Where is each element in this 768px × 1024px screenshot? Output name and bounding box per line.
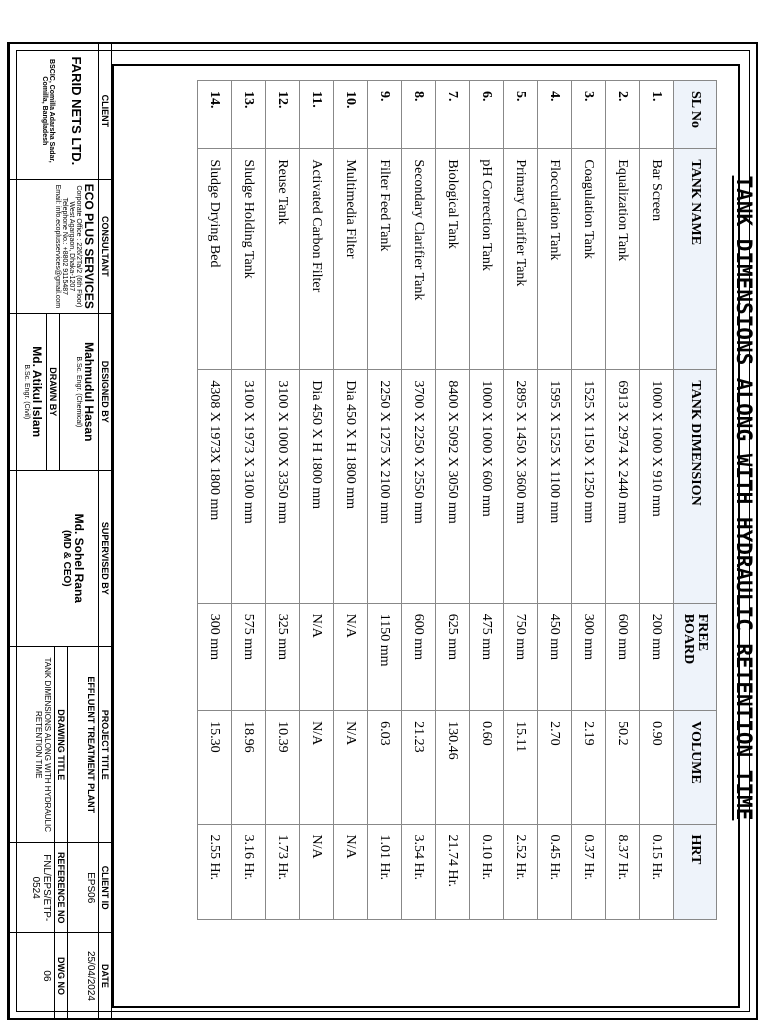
designer-cell (8, 313, 112, 470)
tank-dimension-cell: 2250 X 1275 X 2100 mm (368, 370, 402, 603)
tank-name-cell: Equalization Tank (606, 149, 640, 370)
drawn-heading: DRAWN BY (46, 314, 58, 470)
project-cell (8, 647, 112, 843)
hrt-cell: 1.73 Hr. (266, 824, 300, 919)
tank-dimension-cell: 1000 X 1000 X 910 mm (640, 370, 674, 603)
drawing-title-value: TANK DIMENSIONS ALONG WITH HYDRAULIC RETENTION TIME (34, 657, 52, 833)
consultant-line4: Email: info.ecoplusservices@gmail.com (54, 184, 61, 309)
table-row (368, 81, 402, 920)
header-tank-dimension: TANK DIMENSION (674, 370, 717, 603)
client-name: FARID NETS LTD. (69, 56, 84, 166)
header-volume: VOLUME (674, 711, 717, 824)
sl-no-cell: 10. (334, 81, 368, 149)
volume-cell: 21.23 (402, 711, 436, 824)
reference-heading: REFERENCE NO (54, 843, 66, 931)
table-row (436, 81, 470, 920)
id-cell (8, 843, 112, 932)
hrt-cell: 3.54 Hr. (402, 824, 436, 919)
consultant-cell (8, 179, 112, 313)
free-board-cell: 200 mm (640, 603, 674, 710)
header-hrt: HRT (674, 824, 717, 919)
client-id-heading: CLIENT ID (98, 843, 110, 931)
date-heading: DATE (98, 933, 110, 1019)
sl-no-cell: 6. (470, 81, 504, 149)
tank-name-cell: pH Correction Tank (470, 149, 504, 370)
sl-no-cell: 7. (436, 81, 470, 149)
tank-dimension-cell: 3700 X 2250 X 2550 mm (402, 370, 436, 603)
drawing-title-heading: DRAWING TITLE (54, 647, 66, 842)
volume-cell: 6.03 (368, 711, 402, 824)
tank-dimension-cell: 4308 X 1973X 1800 mm (198, 370, 232, 603)
date-value: 25/04/2024 (85, 950, 96, 1001)
client-id-value: EPS06 (85, 872, 96, 904)
volume-cell: N/A (334, 711, 368, 824)
hrt-cell: N/A (334, 824, 368, 919)
table-row (640, 81, 674, 920)
tank-name-cell: Flocculation Tank (538, 149, 572, 370)
hrt-cell: 0.45 Hr. (538, 824, 572, 919)
free-board-cell: 600 mm (606, 603, 640, 710)
tank-dimension-cell: 1525 X 1150 X 1250 mm (572, 370, 606, 603)
volume-cell: 15.30 (198, 711, 232, 824)
tank-name-cell: Multimedia Filter (334, 149, 368, 370)
free-board-cell: 450 mm (538, 603, 572, 710)
sl-no-cell: 1. (640, 81, 674, 149)
drawing-title: TANK DIMENSIONS ALONG WITH HYDRAULIC RETENTION TIME (732, 175, 756, 821)
free-board-cell: 1150 mm (368, 603, 402, 710)
free-board-cell: 750 mm (504, 603, 538, 710)
hrt-cell: 0.15 Hr. (640, 824, 674, 919)
tank-dimension-cell: Dia 450 X H 1800 mm (300, 370, 334, 603)
tank-name-cell: Biological Tank (436, 149, 470, 370)
consultant-line2: West Agargaon, Dhaka-1207 (68, 201, 75, 292)
header-tank-name: TANK NAME (674, 149, 717, 370)
tank-dimension-cell: 3100 X 1973 X 3100 mm (232, 370, 266, 603)
table-row (266, 81, 300, 920)
sl-no-cell: 9. (368, 81, 402, 149)
tank-name-cell: Sludge Drying Bed (198, 149, 232, 370)
table-row (300, 81, 334, 920)
tank-name-cell: Bar Screen (640, 149, 674, 370)
designer-name: Mahmudul Hasan (82, 342, 96, 442)
table-row (334, 81, 368, 920)
designed-heading: DESIGNED BY (98, 314, 110, 470)
title-block (7, 42, 112, 1020)
client-cell (8, 43, 112, 180)
volume-cell: N/A (300, 711, 334, 824)
drawer-qualification: B.Sc. Engr. (Civil) (23, 364, 30, 420)
tank-name-cell: Secondary Clarifier Tank (402, 149, 436, 370)
tank-name-cell: Sludge Holding Tank (232, 149, 266, 370)
tank-dimension-cell: 2895 X 1450 X 3600 mm (504, 370, 538, 603)
table-row (232, 81, 266, 920)
volume-cell: 0.60 (470, 711, 504, 824)
reference-value: FNL/EPS/ETP-0524 (30, 854, 52, 922)
dwg-heading: DWG NO (54, 933, 66, 1019)
table-row (572, 81, 606, 920)
hrt-cell: 0.37 Hr. (572, 824, 606, 919)
tank-table (197, 80, 717, 920)
free-board-cell: 325 mm (266, 603, 300, 710)
consultant-line3: Telephone No.: +8802 9115487 (61, 197, 68, 296)
free-board-cell: 300 mm (572, 603, 606, 710)
hrt-cell: 2.52 Hr. (504, 824, 538, 919)
tank-name-cell: Reuse Tank (266, 149, 300, 370)
supervisor-name: Md. Sohel Rana (72, 513, 86, 603)
hrt-cell: 21.74 Hr. (436, 824, 470, 919)
consultant-name: ECO PLUS SERVICES (82, 183, 96, 309)
free-board-cell: N/A (334, 603, 368, 710)
date-cell (8, 932, 112, 1019)
header-free-board: FREE BOARD (674, 603, 717, 710)
table-row (538, 81, 572, 920)
table-header-row (674, 81, 717, 920)
tank-name-cell: Primary Clarifier Tank (504, 149, 538, 370)
sl-no-cell: 11. (300, 81, 334, 149)
hrt-cell: 8.37 Hr. (606, 824, 640, 919)
sl-no-cell: 5. (504, 81, 538, 149)
supervisor-role: (MD & CEO) (61, 529, 72, 587)
volume-cell: 18.96 (232, 711, 266, 824)
consultant-heading: CONSULTANT (98, 180, 110, 313)
hrt-cell: N/A (300, 824, 334, 919)
free-board-cell: 600 mm (402, 603, 436, 710)
hrt-cell: 1.01 Hr. (368, 824, 402, 919)
sl-no-cell: 2. (606, 81, 640, 149)
free-board-cell: N/A (300, 603, 334, 710)
project-heading: PROJECT TITLE (98, 647, 110, 842)
sl-no-cell: 14. (198, 81, 232, 149)
sl-no-cell: 3. (572, 81, 606, 149)
supervised-heading: SUPERVISED BY (98, 471, 110, 647)
table-row (606, 81, 640, 920)
table-row (504, 81, 538, 920)
dwg-value: 06 (41, 970, 52, 982)
volume-cell: 2.70 (538, 711, 572, 824)
table-body (198, 81, 674, 920)
tank-dimension-cell: Dia 450 X H 1800 mm (334, 370, 368, 603)
tank-dimension-cell: 6913 X 2974 X 2440 mm (606, 370, 640, 603)
hrt-cell: 2.55 Hr. (198, 824, 232, 919)
table-row (198, 81, 232, 920)
header-sl: SL No (674, 81, 717, 149)
volume-cell: 0.90 (640, 711, 674, 824)
designer-qualification: B.Sc. Engr. (Chemical) (75, 356, 82, 428)
tank-name-cell: Filter Feed Tank (368, 149, 402, 370)
tank-name-cell: Coagulation Tank (572, 149, 606, 370)
client-heading: CLIENT (98, 43, 110, 179)
tank-dimension-cell: 3100 X 1000 X 3350 mm (266, 370, 300, 603)
table-row (470, 81, 504, 920)
supervisor-cell (8, 470, 112, 647)
volume-cell: 50.2 (606, 711, 640, 824)
consultant-line1: Corporate Office : 226/2Ta/2 (6th Floor) (75, 185, 82, 308)
drawer-name: Md. Atikul Islam (30, 346, 44, 438)
free-board-cell: 625 mm (436, 603, 470, 710)
volume-cell: 10.39 (266, 711, 300, 824)
hrt-cell: 3.16 Hr. (232, 824, 266, 919)
sl-no-cell: 4. (538, 81, 572, 149)
free-board-cell: 475 mm (470, 603, 504, 710)
tank-dimension-cell: 8400 X 5092 X 3050 mm (436, 370, 470, 603)
hrt-cell: 0.10 Hr. (470, 824, 504, 919)
volume-cell: 130.46 (436, 711, 470, 824)
volume-cell: 2.19 (572, 711, 606, 824)
free-board-cell: 575 mm (232, 603, 266, 710)
volume-cell: 15.11 (504, 711, 538, 824)
tank-dimension-cell: 1000 X 1000 X 600 mm (470, 370, 504, 603)
client-address: BSCIC, Comilla Adarsha Sadar, Comilla, Bangladesh (41, 59, 55, 163)
table-row (402, 81, 436, 920)
tank-dimension-cell: 1595 X 1525 X 1100 mm (538, 370, 572, 603)
free-board-cell: 300 mm (198, 603, 232, 710)
sl-no-cell: 8. (402, 81, 436, 149)
project-title: EFFLUENT TREATMENT PLANT (86, 676, 96, 814)
sl-no-cell: 12. (266, 81, 300, 149)
tank-name-cell: Activated Carbon Filter (300, 149, 334, 370)
sl-no-cell: 13. (232, 81, 266, 149)
